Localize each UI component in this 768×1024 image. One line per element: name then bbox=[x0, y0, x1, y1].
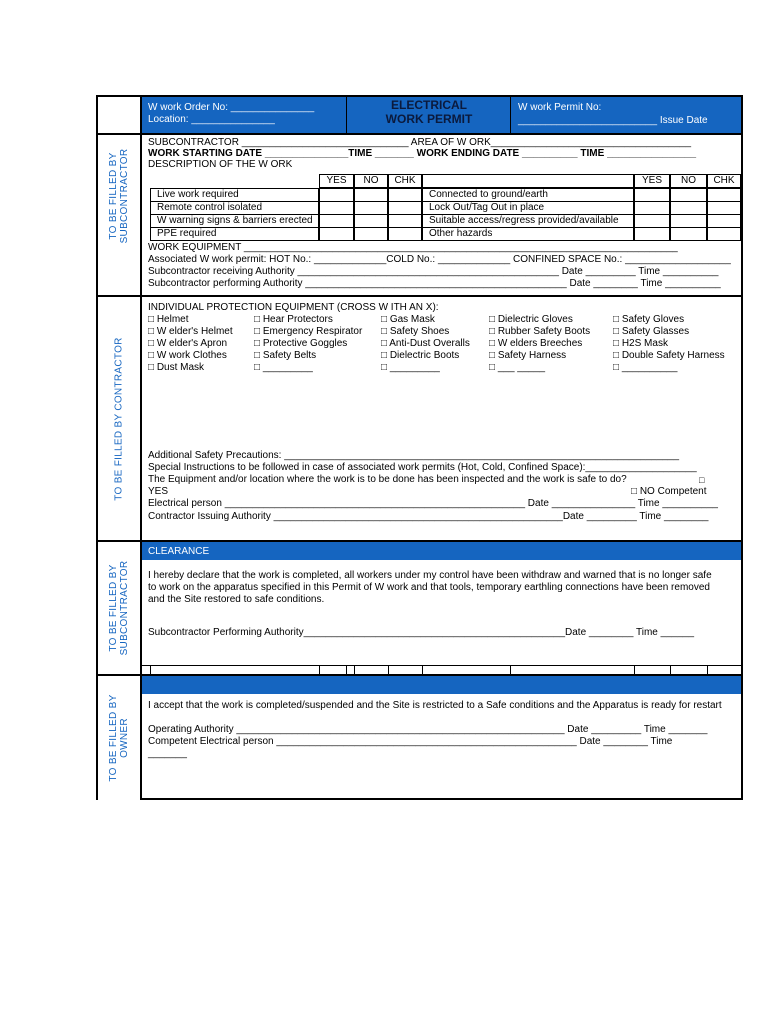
checklist-right-item: Connected to ground/earth bbox=[422, 188, 634, 202]
ppe-checkbox-item[interactable]: □ Emergency Respirator bbox=[254, 326, 363, 337]
operating-authority-field[interactable]: Operating Authority ___________________________________________________________ Date _________ Time _______ bbox=[148, 724, 708, 735]
checklist-left-item: Live work required bbox=[150, 188, 319, 202]
ppe-checkbox-item[interactable]: □ W elder's Helmet bbox=[148, 326, 233, 337]
ppe-checkbox-item[interactable]: □ _________ bbox=[381, 362, 440, 373]
additional-precautions-field[interactable]: Additional Safety Precautions: _______________________________________________________________________ bbox=[148, 450, 680, 461]
performing-authority-field[interactable]: Subcontractor performing Authority _______________________________________________ Date ________ Time __________ bbox=[148, 278, 721, 289]
competent-person-field[interactable]: Competent Electrical person ______________________________________________________ Date ________ Time bbox=[148, 736, 673, 747]
form-title-line1: ELECTRICAL bbox=[391, 98, 467, 112]
checklist-left-chk[interactable] bbox=[388, 227, 422, 241]
checklist-left-yes[interactable] bbox=[319, 188, 354, 202]
ppe-checkbox-item[interactable]: □ __________ bbox=[613, 362, 678, 373]
checklist-left-no[interactable] bbox=[354, 214, 388, 228]
clearance-text-l3: and the Site restored to safe conditions. bbox=[148, 594, 325, 605]
electrical-work-permit-form bbox=[96, 95, 743, 800]
checklist-right-no[interactable] bbox=[670, 214, 707, 228]
ppe-checkbox-item[interactable]: □ Hear Protectors bbox=[254, 314, 333, 325]
work-dates-field[interactable]: WORK STARTING DATE _______________TIME _______ WORK ENDING DATE __________ TIME ________________ bbox=[148, 148, 697, 159]
ppe-checkbox-item[interactable]: □ Double Safety Harness bbox=[613, 350, 725, 361]
checklist-left-no[interactable] bbox=[354, 201, 388, 215]
col-no-right: NO bbox=[670, 174, 707, 188]
checklist-left-no[interactable] bbox=[354, 188, 388, 202]
checklist-right-item: Lock Out/Tag Out in place bbox=[422, 201, 634, 215]
owner-accept-text: I accept that the work is completed/suspended and the Site is restricted to a Safe conditions and the Apparatus is ready for restart bbox=[148, 700, 722, 711]
ppe-checkbox-item[interactable]: □ W elder's Apron bbox=[148, 338, 228, 349]
ppe-checkbox-item[interactable]: □ H2S Mask bbox=[613, 338, 668, 349]
checklist-right-chk[interactable] bbox=[707, 214, 741, 228]
ppe-checkbox-item[interactable]: □ Safety Gloves bbox=[613, 314, 685, 325]
col-chk-right: CHK bbox=[707, 174, 741, 188]
checklist-left-yes[interactable] bbox=[319, 201, 354, 215]
checklist-left-yes[interactable] bbox=[319, 214, 354, 228]
special-instructions-field[interactable]: Special Instructions to be followed in case of associated work permits (Hot, Cold, Confined Space):____________________ bbox=[148, 462, 697, 473]
checklist-right-chk[interactable] bbox=[707, 188, 741, 202]
checklist-left-item: Remote control isolated bbox=[150, 201, 319, 215]
col-yes-right: YES bbox=[634, 174, 670, 188]
ppe-checkbox-item[interactable]: □ Safety Harness bbox=[489, 350, 567, 361]
side-label-owner: TO BE FILLED BY OWNER bbox=[98, 676, 142, 800]
table-divider bbox=[319, 665, 320, 674]
checklist-left-chk[interactable] bbox=[388, 214, 422, 228]
issue-date-field[interactable]: _________________________ Issue Date bbox=[518, 115, 708, 126]
checklist-right-no[interactable] bbox=[670, 188, 707, 202]
clearance-title: CLEARANCE bbox=[148, 546, 210, 557]
checklist-right-chk[interactable] bbox=[707, 227, 741, 241]
table-divider bbox=[707, 665, 708, 674]
table-divider bbox=[388, 665, 389, 674]
table-divider bbox=[670, 665, 671, 674]
owner-bar bbox=[142, 676, 741, 694]
issuing-authority-field[interactable]: Contractor Issuing Authority ____________________________________________________Date _________ Time ________ bbox=[148, 511, 709, 522]
form-title-line2: WORK PERMIT bbox=[385, 112, 473, 126]
checklist-right-yes[interactable] bbox=[634, 188, 670, 202]
ppe-title: INDIVIDUAL PROTECTION EQUIPMENT (CROSS W ITH AN X): bbox=[148, 302, 439, 313]
inspected-question: The Equipment and/or location where the work is to be done has been inspected and the work is safe to do? bbox=[148, 474, 627, 485]
checklist-right-yes[interactable] bbox=[634, 214, 670, 228]
table-divider bbox=[354, 665, 355, 674]
description-label: DESCRIPTION OF THE W ORK bbox=[148, 159, 293, 170]
checklist-left-yes[interactable] bbox=[319, 227, 354, 241]
checklist-left-chk[interactable] bbox=[388, 201, 422, 215]
checklist-right-chk[interactable] bbox=[707, 201, 741, 215]
clearance-text-l1: I hereby declare that the work is completed, all workers under my control have been withdraw and warned that is no longer safe bbox=[148, 570, 712, 581]
ppe-checkbox-item[interactable]: □ W elders Breeches bbox=[489, 338, 583, 349]
checklist-left-chk[interactable] bbox=[388, 188, 422, 202]
ppe-checkbox-item[interactable]: □ Rubber Safety Boots bbox=[489, 326, 591, 337]
associated-permit-field[interactable]: Associated W work permit: HOT No.: _____________COLD No.: _____________ CONFINED SPACE No.: ___________________ bbox=[148, 254, 731, 265]
inspected-checkbox[interactable]: □ bbox=[699, 475, 705, 485]
table-divider bbox=[510, 665, 511, 674]
ppe-checkbox-item[interactable]: □ Anti-Dust Overalls bbox=[381, 338, 470, 349]
ppe-checkbox-item[interactable]: □ Safety Glasses bbox=[613, 326, 690, 337]
table-divider bbox=[150, 665, 151, 674]
checklist-left-item: PPE required bbox=[150, 227, 319, 241]
work-permit-no-field[interactable]: W work Permit No: bbox=[518, 102, 602, 113]
side-label-subcontractor-clearance: TO BE FILLED BY SUBCONTRACTOR bbox=[98, 542, 142, 674]
side-label-subcontractor: TO BE FILLED BY SUBCONTRACTOR bbox=[98, 97, 142, 295]
no-competent-checkbox[interactable]: □ NO Competent bbox=[631, 486, 707, 497]
competent-time-field[interactable]: _______ bbox=[148, 748, 187, 759]
checklist-left-no[interactable] bbox=[354, 227, 388, 241]
checklist-right-yes[interactable] bbox=[634, 227, 670, 241]
work-order-field[interactable]: W work Order No: _______________ bbox=[148, 102, 315, 113]
ppe-checkbox-item[interactable]: □ Dielectric Boots bbox=[381, 350, 460, 361]
checklist-right-item: Suitable access/regress provided/available bbox=[422, 214, 634, 228]
checklist-right-no[interactable] bbox=[670, 201, 707, 215]
receiving-authority-field[interactable]: Subcontractor receiving Authority _______________________________________________ Date _________ Time __________ bbox=[148, 266, 719, 277]
col-no-left: NO bbox=[354, 174, 388, 188]
col-yes-left: YES bbox=[319, 174, 354, 188]
ppe-checkbox-item[interactable]: □ Dust Mask bbox=[148, 362, 205, 373]
ppe-checkbox-item[interactable]: □ W work Clothes bbox=[148, 350, 227, 361]
side-label-contractor: TO BE FILLED BY CONTRACTOR bbox=[98, 297, 142, 540]
clearance-bar bbox=[142, 542, 741, 560]
checklist-right-no[interactable] bbox=[670, 227, 707, 241]
work-equipment-field[interactable]: WORK EQUIPMENT ______________________________________________________________________________ bbox=[148, 242, 678, 253]
table-divider bbox=[422, 665, 423, 674]
table-divider bbox=[634, 665, 635, 674]
yes-label[interactable]: YES bbox=[148, 486, 169, 497]
ppe-checkbox-item[interactable]: □ Dielectric Gloves bbox=[489, 314, 573, 325]
ppe-checkbox-item[interactable]: □ Protective Goggles bbox=[254, 338, 348, 349]
location-field[interactable]: Location: _______________ bbox=[148, 114, 275, 125]
subcontractor-signature-field[interactable]: Subcontractor Performing Authority_______________________________________________Date ________ Time ______ bbox=[148, 627, 695, 638]
ppe-checkbox-item[interactable]: □ ___ _____ bbox=[489, 362, 546, 373]
clearance-text-l2: to work on the apparatus specified in this Permit of W work and that tools, temporary earthling connections have been removed bbox=[148, 582, 710, 593]
ppe-checkbox-item[interactable]: □ Helmet bbox=[148, 314, 189, 325]
ppe-checkbox-item[interactable]: □ Safety Belts bbox=[254, 350, 317, 361]
ppe-checkbox-item[interactable]: □ Safety Shoes bbox=[381, 326, 450, 337]
ppe-checkbox-item[interactable]: □ _________ bbox=[254, 362, 313, 373]
subcontractor-field[interactable]: SUBCONTRACTOR ______________________________ AREA OF W ORK____________________________________ bbox=[148, 137, 692, 148]
ppe-checkbox-item[interactable]: □ Gas Mask bbox=[381, 314, 435, 325]
checklist-right-yes[interactable] bbox=[634, 201, 670, 215]
table-divider bbox=[346, 665, 347, 674]
electrical-person-field[interactable]: Electrical person ______________________________________________________ Date _______________ Time __________ bbox=[148, 498, 718, 509]
checklist-right-item: Other hazards bbox=[422, 227, 634, 241]
checklist-left-item: W warning signs & barriers erected bbox=[150, 214, 319, 228]
col-chk-left: CHK bbox=[388, 174, 422, 188]
